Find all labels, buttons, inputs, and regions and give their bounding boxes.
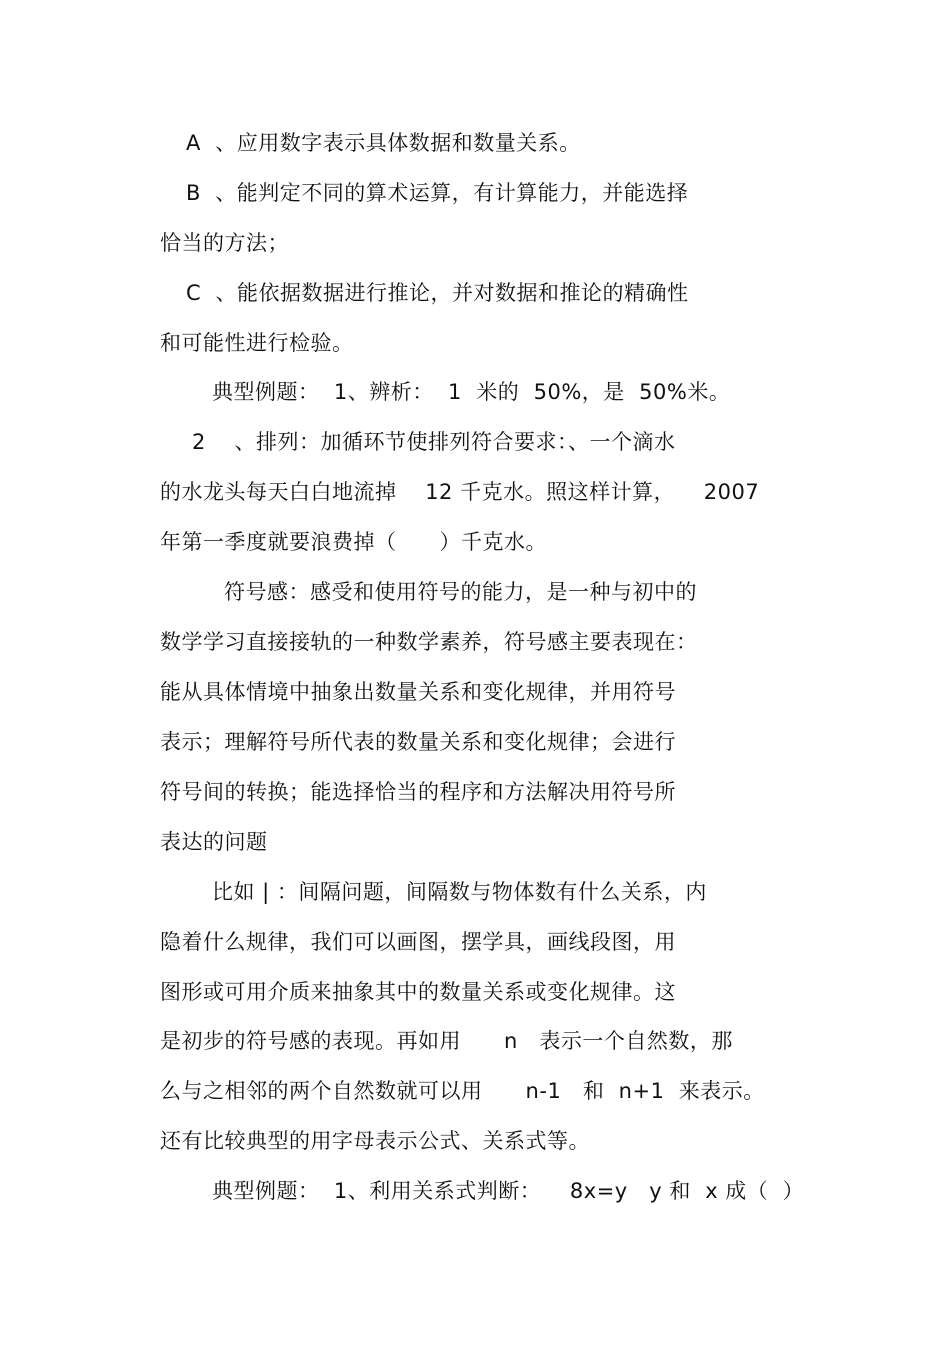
text-line-5: 和可能性进行检验。 — [160, 331, 354, 355]
text-line-11: 数学学习直接接轨的一种数学素养，符号感主要表现在： — [160, 630, 698, 654]
text-line-6: 典型例题： 1、辨析： 1 米的 50%，是 50%米。 — [212, 380, 731, 404]
text-line-3: 恰当的方法； — [160, 231, 289, 255]
text-line-2: B 、能判定不同的算术运算，有计算能力，并能选择 — [186, 181, 689, 205]
text-line-8: 的水龙头每天白白地流掉 12 千克水。照这样计算， 2007 — [160, 480, 760, 504]
text-line-7: 2 、排列：加循环节使排列符合要求：、一个滴水 — [192, 430, 676, 454]
text-line-13: 表示；理解符号所代表的数量关系和变化规律；会进行 — [160, 730, 676, 754]
text-line-20: 么与之相邻的两个自然数就可以用 n-1 和 n+1 来表示。 — [160, 1079, 765, 1103]
text-line-19: 是初步的符号感的表现。再如用 n 表示一个自然数，那 — [160, 1029, 733, 1053]
text-line-21: 还有比较典型的用字母表示公式、关系式等。 — [160, 1129, 590, 1153]
text-line-17: 隐着什么规律，我们可以画图，摆学具，画线段图，用 — [160, 930, 676, 954]
text-line-14: 符号间的转换；能选择恰当的程序和方法解决用符号所 — [160, 780, 676, 804]
text-line-16: 比如 | ：间隔问题，间隔数与物体数有什么关系，内 — [212, 880, 707, 904]
text-line-4: C 、能依据数据进行推论，并对数据和推论的精确性 — [186, 281, 689, 305]
text-line-10: 符号感：感受和使用符号的能力，是一种与初中的 — [224, 580, 697, 604]
text-line-9: 年第一季度就要浪费掉（ ）千克水。 — [160, 530, 548, 554]
text-line-12: 能从具体情境中抽象出数量关系和变化规律，并用符号 — [160, 680, 676, 704]
text-line-1: A 、应用数字表示具体数据和数量关系。 — [186, 131, 581, 155]
text-line-22: 典型例题： 1、利用关系式判断： 8x=y y 和 x 成（ ） — [212, 1179, 805, 1203]
text-line-15: 表达的问题 — [160, 830, 268, 854]
text-line-18: 图形或可用介质来抽象其中的数量关系或变化规律。这 — [160, 980, 676, 1004]
